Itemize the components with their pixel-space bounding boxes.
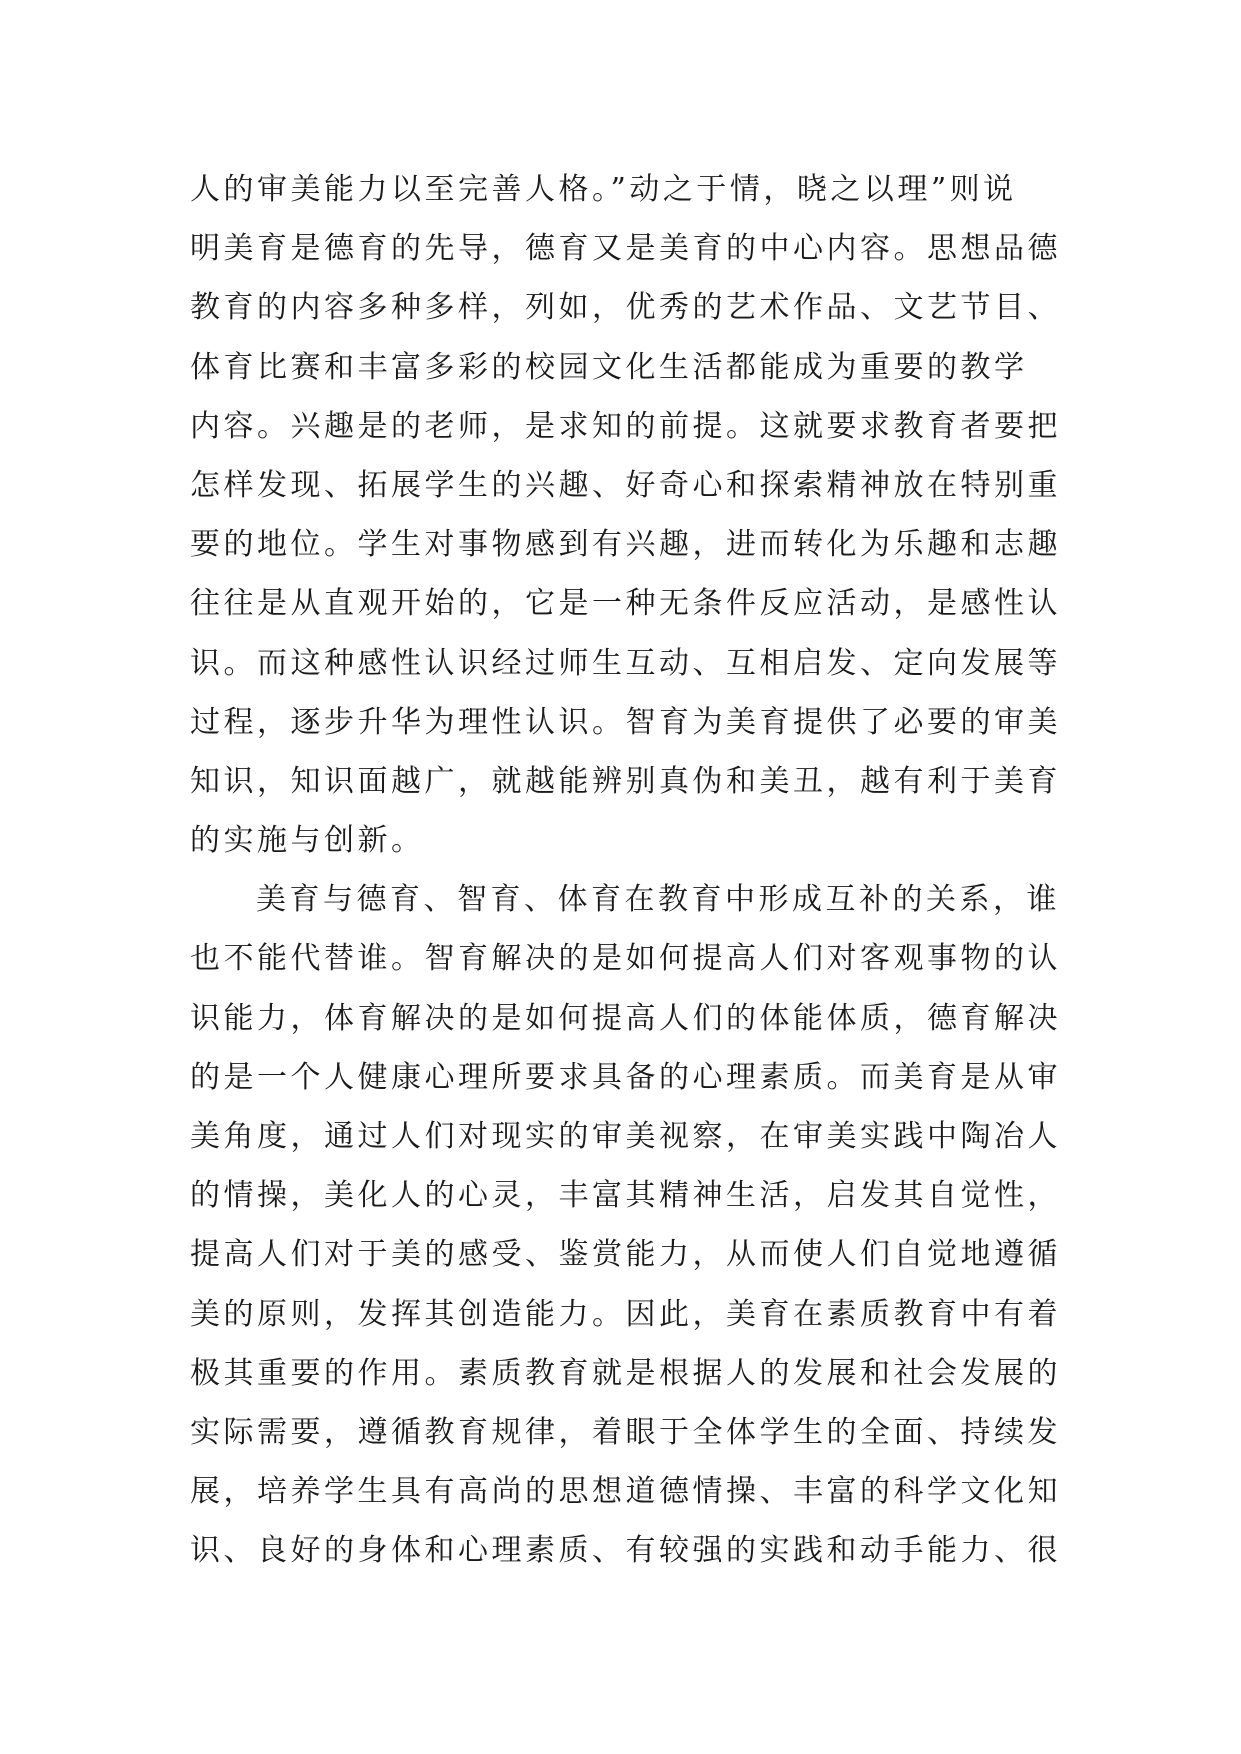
paragraph-line: 极其重要的作用。素质教育就是根据人的发展和社会发展的 [190,1355,1061,1391]
paragraph-line: 内容。兴趣是的老师，是求知的前提。这就要求教育者要把 [190,408,1061,444]
paragraph-line: 识能力，体育解决的是如何提高人们的体能体质，德育解决 [190,1000,1061,1036]
paragraph-line: 识、良好的身体和心理素质、有较强的实践和动手能力、很 [190,1533,1061,1569]
paragraph-line: 也不能代替谁。智育解决的是如何提高人们对客观事物的认 [190,941,1061,977]
paragraph-line: 的是一个人健康心理所要求具备的心理素质。而美育是从审 [190,1059,1061,1095]
paragraph-1 [190,160,1070,870]
paragraph-line: 过程，逐步升华为理性认识。智育为美育提供了必要的审美 [190,704,1061,740]
paragraph-line: 美的原则，发挥其创造能力。因此，美育在素质教育中有着 [190,1296,1061,1332]
paragraph-line: 的实施与创新。 [190,823,425,859]
paragraph-line: 怎样发现、拓展学生的兴趣、好奇心和探索精神放在特别重 [190,467,1061,503]
paragraph-line: 展，培养学生具有高尚的思想道德情操、丰富的科学文化知 [190,1474,1061,1510]
paragraph-line: 要的地位。学生对事物感到有兴趣，进而转化为乐趣和志趣 [190,527,1061,563]
paragraph-line: 的情操，美化人的心灵，丰富其精神生活，启发其自觉性， [190,1178,1061,1214]
paragraph-line: 识。而这种感性认识经过师生互动、互相启发、定向发展等 [190,645,1061,681]
paragraph-line: 知识，知识面越广，就越能辨别真伪和美丑，越有利于美育 [190,763,1061,799]
paragraph-line: 实际需要，遵循教育规律，着眼于全体学生的全面、持续发 [190,1414,1061,1450]
paragraph-line: 教育的内容多种多样，列如，优秀的艺术作品、文艺节目、 [190,290,1061,326]
paragraph-line: 人的审美能力以至完善人格。”动之于情，晓之以理”则说 [190,172,1017,207]
paragraph-line: 明美育是德育的先导，德育又是美育的中心内容。思想品德 [190,231,1061,267]
paragraph-line: 提高人们对于美的感受、鉴赏能力，从而使人们自觉地遵循 [190,1237,1061,1273]
paragraph-first-line: 美育与德育、智育、体育在教育中形成互补的关系，谁 [256,882,1060,918]
paragraph-line: 美角度，通过人们对现实的审美视察，在审美实践中陶冶人 [190,1119,1061,1154]
paragraph-line: 往往是从直观开始的，它是一种无条件反应活动，是感性认 [190,586,1061,622]
paragraph-2 [190,870,1070,1580]
paragraph-line: 体育比赛和丰富多彩的校园文化生活都能成为重要的教学 [190,349,1028,385]
document-body [190,160,1070,1581]
